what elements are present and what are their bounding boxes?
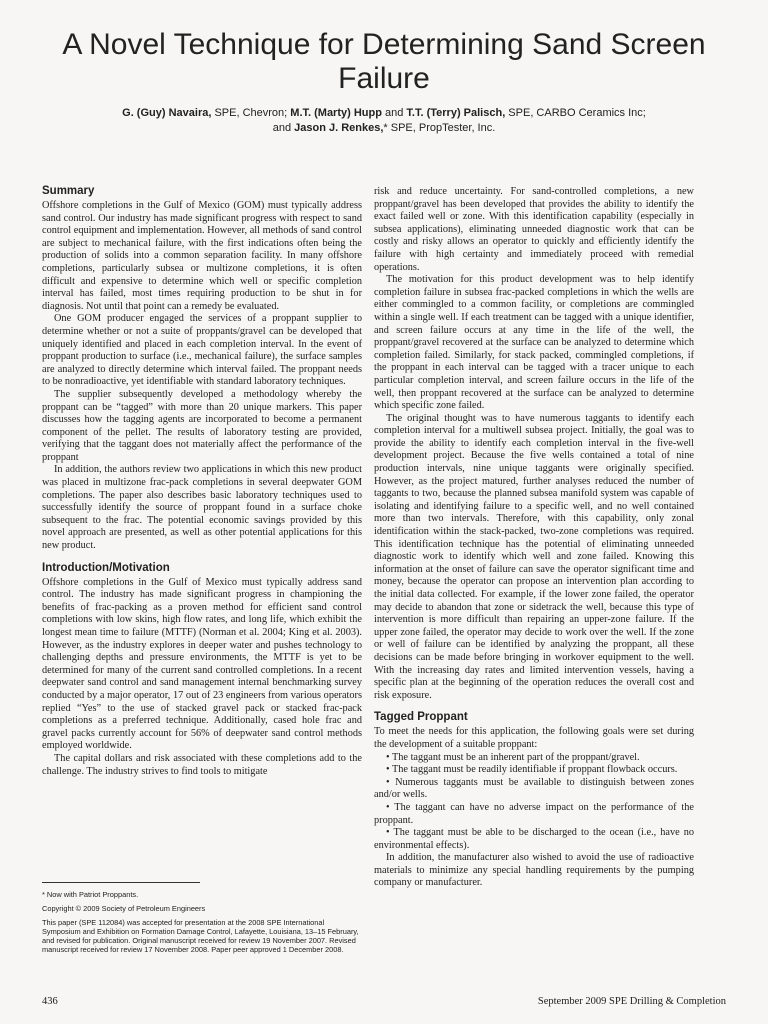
- author-name: G. (Guy) Navaira,: [122, 107, 212, 119]
- author-conjunction: and: [272, 122, 295, 134]
- goal-bullet: • The taggant must be an inherent part of the proppant/gravel.: [386, 751, 640, 763]
- body-paragraph: risk and reduce uncertainty. For sand-controlled completions, a new proppant/gravel has been developed that provides the ability to identify the exact failed well or zone. With this identification capability (especially in subsea applications), eliminating unneeded diagnostic work that can be costly and risky allows an operator to quickly and efficiently identify the failure with high certainty and immediately proceed with remedial operations.: [374, 186, 694, 273]
- summary-heading: Summary: [42, 185, 95, 197]
- author-affiliation: SPE, CARBO Ceramics Inc;: [505, 107, 646, 119]
- body-paragraph: In addition, the manufacturer also wished to avoid the use of radioactive materials to minimize any special handling requirements by the pumping company or manufacturer.: [374, 852, 694, 889]
- body-paragraph: The original thought was to have numerous taggants to identify each completion interval for a multiwell subsea project. Initially, the goal was to provide the ability to identify each completion interval in the five-well development project. Because the five wells contained a total of nine production intervals, nine unique taggants were originally specified. However, as the project matured, further analyses reduced the number of taggants to two, because the planned subsea manifold system was capable of isolating and identifying failure to a specific well, and no well contained more than two intervals. Therefore, with this capability, only zonal identification within the stack-packed, two-zone completions was required. This identification technique has the potential of eliminating unneeded diagnostic work to identify which well and zone failed. Knowing this information at the onset of failure can save the operator significant time and money, because the operator can propose an intervention plan according to the initial data collected. For example, if the lower zone failed, the operator may decide to abandon that zone or sidetrack the well, because this type of intervention is more difficult than repairing an upper-zone failure. If the upper zone failed, the operator may decide to work over the well. If the zone or well of failure can be identified by analyzing the proppant, all these decisions can be made before bringing in workover equipment to the well. With the increasing day rates and limited intervention vessels, having a specific plan at the beginning of the operation reduces the overall cost and risk exposure.: [374, 412, 694, 701]
- goal-bullet: • The taggant must be able to be discharged to the ocean (i.e., have no environmental effects).: [374, 827, 694, 851]
- manuscript-history: This paper (SPE 112084) was accepted for presentation at the 2008 SPE International Symposium and Exhibition on Formation Damage Control, Lafayette, Louisiana, 13–15 February, and revised for publication. Original manuscript received for review 19 November 2007. Revised manuscript received for review 17 November 2008. Paper peer approved 1 December 2008.: [42, 918, 359, 954]
- author-name: Jason J. Renkes,: [294, 122, 384, 134]
- intro-paragraph: The capital dollars and risk associated with these completions add to the challenge. The industry strives to find tools to mitigate: [42, 752, 362, 777]
- author-block: [60, 106, 708, 136]
- goal-bullet: • The taggant can have no adverse impact on the performance of the proppant.: [374, 801, 694, 826]
- footnotes: [42, 890, 362, 959]
- journal-footer: September 2009 SPE Drilling & Completion: [537, 996, 726, 1007]
- paper-title: A Novel Technique for Determining Sand Screen Failure: [62, 28, 706, 95]
- footnote-rule: [42, 882, 200, 883]
- author-affiliation: * SPE, PropTester, Inc.: [383, 122, 496, 134]
- intro-heading: Introduction/Motivation: [42, 561, 170, 574]
- left-column: [42, 184, 362, 778]
- goal-bullet: • The taggant must be readily identifiable if proppant flowback occurs.: [386, 764, 678, 776]
- summary-paragraph: Offshore completions in the Gulf of Mexico (GOM) must typically address sand control. Our industry has made significant progress with respect to sand control equipment and implementation. However, all methods of sand control are subject to mechanical failure, with the first indications often being the production of solids into a common separation facility. In many offshore completions, particularly subsea or multizone completions, it is often difficult and expensive to determine which well or specific completion interval has failed, most times requiring production to be shut in for diagnosis. Not until that point can a remedy be evaluated.: [42, 200, 362, 312]
- author-name: M.T. (Marty) Hupp: [290, 107, 382, 119]
- right-column: [374, 186, 694, 890]
- tagged-proppant-heading: Tagged Proppant: [374, 711, 468, 724]
- summary-paragraph: In addition, the authors review two applications in which this new product was placed in multizone frac-pack completions in several deepwater GOM completions. The paper also describes basic laboratory techniques used to successfully identify the source of proppant found in a surface choke subsequent to the frac. The potential economic savings provided by this novel approach are presented, as well as other potential applications for this new product.: [42, 464, 362, 552]
- footnote-affiliation-note: * Now with Patriot Proppants.: [42, 890, 139, 899]
- body-paragraph: To meet the needs for this application, the following goals were set during the development of a suitable proppant:: [374, 726, 694, 750]
- summary-paragraph: The supplier subsequently developed a methodology whereby the proppant can be “tagged” with more than 20 unique markers. This paper discusses how the tagging agents are incorporated to become a permanent component of the pellet. The results of laboratory testing are provided, verifying that the taggant does not materially affect the performance of the proppant: [42, 388, 362, 463]
- goal-bullet: • Numerous taggants must be available to distinguish between zones and/or wells.: [374, 776, 694, 801]
- author-name: T.T. (Terry) Palisch,: [406, 107, 506, 119]
- summary-paragraph: One GOM producer engaged the services of a proppant supplier to determine whether or not a suite of proppants/gravel can be developed that uniquely identified and placed in each completion interval. In the event of proppant production to surface (i.e., mechanical failure), the surface samples are analyzed to directly determine which interval failed. The proppant needs to be nonradioactive, yet identifiable with standard laboratory techniques.: [42, 313, 362, 388]
- body-paragraph: The motivation for this product development was to help identify completion failure in subsea frac-packed completions in which the wells are either commingled to a common facility, or completions are commingled within a single well. If each treatment can be tagged with a unique identifier, and screen failure occurs at any time in the life of the well, the proppant/gravel recovered at the surface can be analyzed to determine which completion failed. Similarly, for stack packed, commingled completions, if the proppant in each interval can be tagged with a tracer unique to each particular completion interval, and screen failure occurs in the life of the well, then proppant recovered at the surface can be analyzed to determine which specific zone failed.: [374, 274, 694, 412]
- page-number: 436: [42, 996, 58, 1007]
- intro-paragraph: Offshore completions in the Gulf of Mexico must typically address sand control. The industry has made significant progress in championing the benefits of frac-packing as a proven method for efficient sand control completions with low skins, high flow rates, and long life, which exhibit the longest mean time to failure (MTTF) (Norman et al. 2004; King et al. 2003). However, as the industry explores in deeper water and pushes technology to challenging depths and pressure environments, the MTTF is yet to be determined for many of the current sand controlled completions. In a recent deepwater sand control and sand management internal benchmarking survey conducted by a major operator, 17 out of 23 engineers from various operators replied “Yes” to the use of stacked gravel pack or stacked frac-pack completions as a preferred technique. Additionally, cased hole frac and gravel packs currently account for 56% of deepwater sand control methods employed worldwide.: [42, 576, 362, 752]
- author-affiliation: SPE, Chevron;: [211, 107, 291, 119]
- author-conjunction: and: [381, 107, 407, 119]
- copyright-notice: Copyright © 2009 Society of Petroleum Engineers: [42, 904, 206, 913]
